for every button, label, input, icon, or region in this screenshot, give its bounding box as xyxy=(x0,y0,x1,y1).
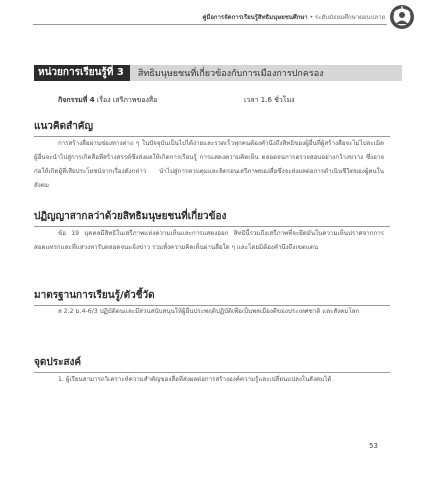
concept-text: การสร้างสื่อผ่านช่องทางต่าง ๆ ในปัจจุบันเป็นไปได้ง่ายและรวดเร็วทุกคนต้องคำนึงถึงสิทธิของผู้อื่นที่ผู้สร้างสื่อจะไม่ไปละเมิดผู้อื่นจะนำไปสู่การเกิดสื่อที่สร้างสรรค์ซึ่งส่งผลให้เกิดการเรียนรู้ การแสดงความคิดเห็น ตลอดจนการตรวจสอบอย่างกว้างขวาง ซึ่งอาจก่อให้เกิดผู้ที่เสียประโยชน์จากเรื่องดังกล่าว นำไปสู่การควบคุมและลิดรอนเสรีภาพของสื่อซึ่งจะส่งผลต่อการดำเนินชีวิตของผู้คนในสังคม xyxy=(34,140,384,189)
activity-label: กิจกรรมที่ 4 xyxy=(58,96,95,104)
declaration-heading: ปฏิญญาสากลว่าด้วยสิทธิมนุษยชนที่เกี่ยวข้อง xyxy=(34,209,390,227)
objectives-text: 1. ผู้เรียนสามารถวิเคราะห์ความสำคัญของสื่อที่ส่งผลต่อการสร้างองค์ความรู้และเปลี่ยนแปลงในสังคมได้ xyxy=(58,376,332,383)
objectives-paragraph xyxy=(34,373,384,387)
unit-banner xyxy=(34,65,402,81)
handbook-level: • ระดับมัธยมศึกษาตอนปลาย xyxy=(307,14,385,21)
activity-time: เวลา 1.6 ชั่วโมง xyxy=(244,96,295,104)
declaration-paragraph xyxy=(34,227,384,255)
unit-label: หน่วยการเรียนรู้ที่ 3 xyxy=(34,65,130,81)
standard-paragraph xyxy=(34,305,384,319)
standard-heading: มาตรฐานการเรียนรู้/ตัวชี้วัด xyxy=(34,288,390,306)
handbook-title xyxy=(130,12,385,22)
header-divider xyxy=(33,24,387,25)
handbook-logo-icon xyxy=(389,4,415,30)
activity-title: เรื่อง เสรีภาพของสื่อ xyxy=(94,96,158,104)
declaration-text: ข้อ 19 บุคคลมีสิทธิในเสรีภาพแห่งความเห็นและการแสดงออก สิทธินี้รวมถึงเสรีภาพที่จะยึดมั่นในความเห็นปราศจากการสอดแทรกและที่แสวงหารับตลอดจนแจ้งข่าว รวมทั้งความคิดเห็นผ่านสื่อใด ๆ และโดยมิต้องคำนึงถึงเขตแดน xyxy=(34,230,384,251)
standard-text: ส 2.2 ม.4-6/3 ปฏิบัติตนและมีส่วนสนับสนุนให้ผู้อื่นประพฤติปฏิบัติเพื่อเป็นพลเมืองดีของประเทศชาติ และสังคมโลก xyxy=(58,308,360,315)
concept-heading: แนวคิดสำคัญ xyxy=(34,119,390,137)
unit-title: สิทธิมนุษยชนที่เกี่ยวข้องกับการเมืองการปกครอง xyxy=(137,69,324,79)
concept-paragraph xyxy=(34,137,384,193)
activity-line xyxy=(58,95,378,106)
page-number: 53 xyxy=(369,442,378,450)
handbook-title-text: คู่มือการจัดการเรียนรู้สิทธิมนุษยชนศึกษา xyxy=(202,14,308,21)
objectives-heading: จุดประสงค์ xyxy=(34,355,390,373)
